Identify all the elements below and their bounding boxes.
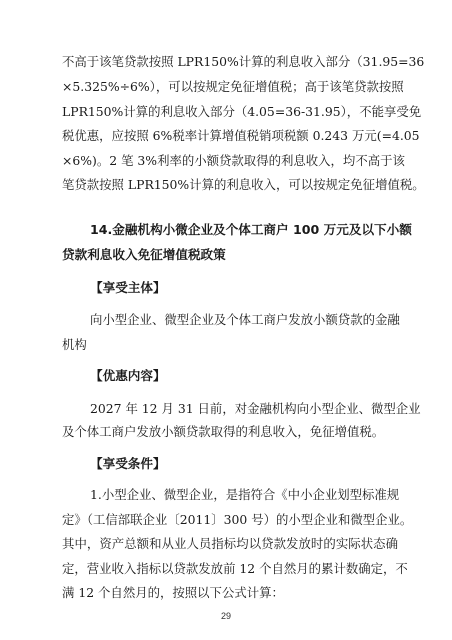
page-number: 29 (220, 611, 231, 621)
body-text-line: 定》（工信部联企业〔2011〕300 号）的小型企业和微型企业。 (62, 512, 413, 527)
body-text-line: 其中，资产总额和从业人员指标均以贷款发放时的实际状态确 (62, 536, 398, 551)
body-text-line: 2027 年 12 月 31 日前，对金融机构向小型企业、微型企业 (90, 401, 421, 416)
section-heading: 14.金融机构小微企业及个体工商户 100 万元及以下小额 (90, 222, 412, 237)
body-text-line: ×5.325%÷6%），可以按规定免征增值税；高于该笔贷款按照 (62, 79, 404, 94)
body-text-line: 定，营业收入指标以贷款发放前 12 个自然月的累计数确定，不 (62, 561, 408, 576)
condition-label: 【享受条件】 (90, 456, 166, 471)
body-text-line: 税优惠，应按照 6%税率计算增值税销项税额 0.243 万元(=4.05 (62, 128, 420, 143)
body-text-line: 及个体工商户发放小额贷款取得的利息收入，免征增值税。 (62, 424, 385, 439)
section-heading: 贷款利息收入免征增值税政策 (62, 247, 226, 262)
subject-label: 【享受主体】 (90, 280, 166, 295)
body-text-line: 笔贷款按照 LPR150%计算的利息收入，可以按规定免征增值税。 (62, 177, 425, 192)
body-text-line: 机构 (62, 337, 87, 352)
body-text-line: 1.小型企业、微型企业，是指符合《中小企业划型标准规 (90, 487, 400, 502)
body-text-line: 满 12 个自然月的，按照以下公式计算： (62, 585, 284, 600)
body-text-line: 不高于该笔贷款按照 LPR150%计算的利息收入部分（31.95=36 (62, 54, 425, 69)
body-text-line: ×6%)。2 笔 3%利率的小额贷款取得的利息收入，均不高于该 (62, 153, 405, 168)
body-text-line: 向小型企业、微型企业及个体工商户发放小额贷款的金融 (90, 312, 400, 327)
body-text-line: LPR150%计算的利息收入部分（4.05=36-31.95），不能享受免 (62, 104, 422, 119)
benefit-label: 【优惠内容】 (90, 368, 166, 383)
